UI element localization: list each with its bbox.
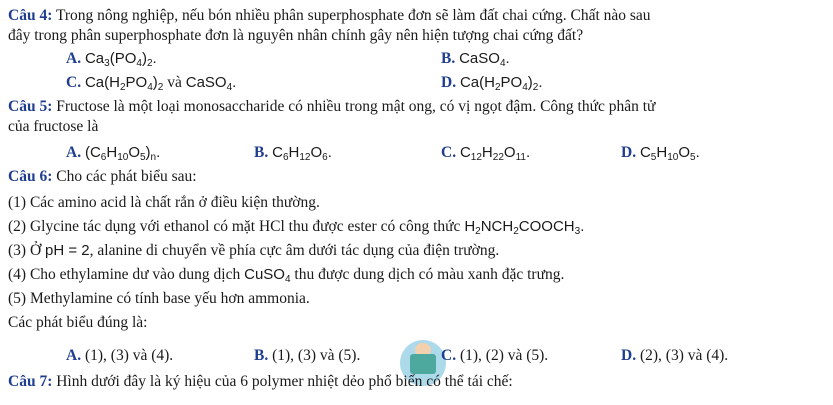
q6-line1: Câu 6: Cho các phát biểu sau: [8,168,197,185]
q4-option-b: B. CaSO$_4$. [441,50,510,69]
q4-line1 [8,6,651,26]
q4-label: Câu 4: [8,7,53,24]
q4-option-c: C. $Ca(H_2PO_4)_2$ và CaSO$_4$. [66,74,237,93]
q5-text1: Fructose là một loại monosaccharide có nhiều trong mật ong, có vị ngọt đậm. Công thức phân tử [52,98,656,115]
q6-option-c: C. (1), (2) và (5). [441,347,549,364]
q5-label: Câu 5: [8,98,53,115]
q4-option-d: D. $Ca(H_2PO_4)_2$. [441,74,543,93]
q4-text1: Trong nông nghiệp, nếu bón nhiều phân superphosphate đơn sẽ làm đất chai cứng. Chất nào sau [52,7,651,24]
q5-option-c: C. $C_{12}H_{22}O_{11}$. [441,144,531,163]
q6-statement-2: (2) Glycine tác dụng với ethanol có mặt HCl thu được ester có công thức $H_2NCH_2COOCH_3$. [8,218,585,237]
q6-statement-1: (1) Các amino acid là chất rắn ở điều kiện thường. [8,194,320,211]
q7-label: Câu 7: [8,373,53,390]
q6-statement-3: (3) Ở pH = 2, alanine di chuyển về phía cực âm dưới tác dụng của điện trường. [8,242,500,259]
q5-option-d: D. $C_5H_{10}O_5$. [621,144,700,163]
q6-ask: Các phát biểu đúng là: [8,314,148,331]
q5-option-b: B. $C_6H_{12}O_6$. [254,144,332,163]
q4-option-a: A. $Ca_3(PO_4)_2$. [66,50,157,69]
q6-option-b: B. (1), (3) và (5). [254,347,361,364]
q4-line2: đây trong phân superphosphate đơn là nguyên nhân chính gây nên hiện tượng chai cứng đất? [8,27,584,44]
q5-line1 [8,97,655,117]
q6-statement-4: (4) Cho ethylamine dư vào dung dịch CuSO$_4$ thu được dung dịch có màu xanh đặc trưng. [8,266,565,285]
q5-line2: của fructose là [8,118,99,135]
q7-line1: Câu 7: Hình dưới đây là ký hiệu của 6 polymer nhiệt dẻo phổ biến có thể tái chế: [8,373,513,390]
q6-statement-5: (5) Methylamine có tính base yếu hơn ammonia. [8,290,310,307]
q6-option-a: A. (1), (3) và (4). [66,347,174,364]
q5-option-a: A. $(C_6H_{10}O_5)_n$. [66,144,161,163]
q6-label: Câu 6: [8,168,53,185]
q6-option-d: D. (2), (3) và (4). [621,347,729,364]
